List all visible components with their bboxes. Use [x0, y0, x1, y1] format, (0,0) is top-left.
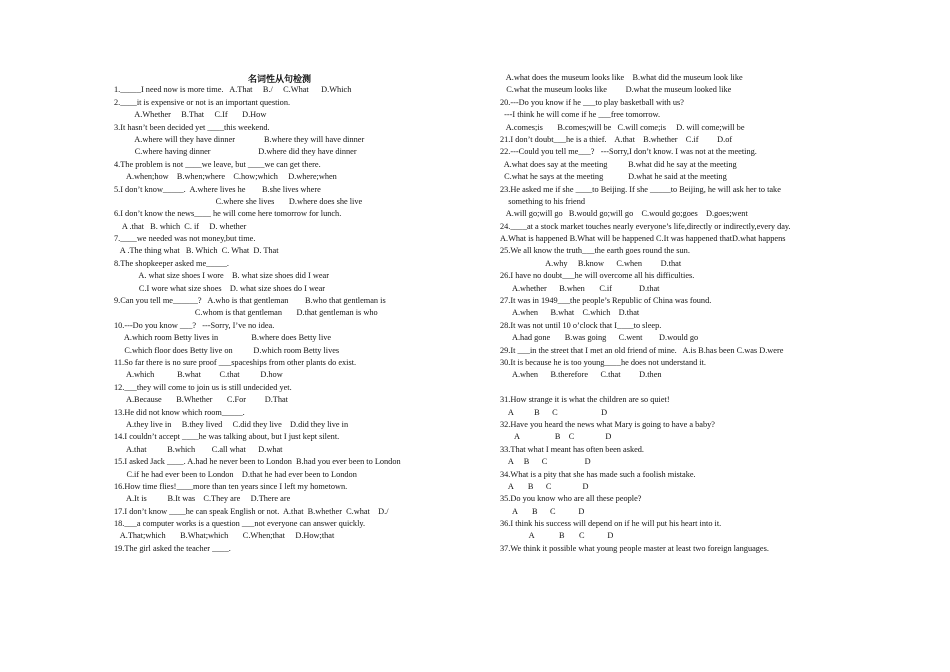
- question-line: A.which room Betty lives in B.where does Betty live: [114, 333, 332, 343]
- question-line: C.where she lives D.where does she live: [114, 196, 363, 206]
- question-line: 28.It was not until 10 o’clock that I____to sleep.: [500, 320, 662, 330]
- question-line: A.they live in B.they lived C.did they live D.did they live in: [114, 419, 349, 429]
- question-line: A.where will they have dinner B.where they will have dinner: [114, 134, 365, 144]
- question-line: 2.____it is expensive or not is an important question.: [114, 97, 291, 107]
- question-line: [500, 382, 850, 394]
- question-line: A B C D: [500, 531, 614, 541]
- question-line: A.comes;is B.comes;will be C.will come;is D. will come;will be: [500, 122, 745, 132]
- question-line: A.why B.know C.when D.that: [500, 258, 682, 268]
- question-line: A B C D: [500, 506, 585, 516]
- question-line: C.what the museum looks like D.what the museum looked like: [500, 85, 732, 95]
- question-line: C.I wore what size shoes D. what size shoes do I wear: [114, 283, 326, 293]
- question-line: 36.I think his success will depend on if he will put his heart into it.: [500, 519, 722, 529]
- question-line: 29.It ___in the street that I met an old friend of mine. A.is B.has been C.was D.were: [500, 345, 784, 355]
- question-line: 14.I couldn’t accept ____he was talking about, but I just kept silent.: [114, 432, 340, 442]
- question-line: 8.The shopkeeper asked me_____.: [114, 258, 229, 268]
- question-line: 25.We all know the truth___the earth goes round the sun.: [500, 246, 690, 256]
- question-line: ---I think he will come if he ___free tomorrow.: [500, 110, 661, 120]
- question-line: 32.Have you heard the news what Mary is going to have a baby?: [500, 419, 715, 429]
- question-line: 6.I don’t know the news____ he will come here tomorrow for lunch.: [114, 209, 342, 219]
- question-line: C.which floor does Betty live on D.which room Betty lives: [114, 345, 340, 355]
- question-line: 11.So far there is no sure proof ___spaceships from other plants do exist.: [114, 357, 357, 367]
- left-column: [114, 72, 494, 555]
- question-line: 22.---Could you tell me___? ---Sorry,I don’t know. I was not at the meeting.: [500, 147, 757, 157]
- question-line: A .that B. which C. if D. whether: [114, 221, 247, 231]
- question-line: 16.How time flies!____more than ten years since I left my hometown.: [114, 481, 348, 491]
- question-line: A.had gone B.was going C.went D.would go: [500, 333, 699, 343]
- right-column: [500, 72, 850, 555]
- question-line: A B C D: [500, 432, 612, 442]
- question-line: 30.It is because he is too young____he does not understand it.: [500, 357, 707, 367]
- question-line: 18.___a computer works is a question ___not everyone can answer quickly.: [114, 519, 366, 529]
- question-line: 15.I asked Jack ____. A.had he never been to London B.had you ever been to London: [114, 457, 401, 467]
- question-line: A.will go;will go B.would go;will go C.would go;goes D.goes;went: [500, 209, 748, 219]
- question-line: A B C D: [500, 457, 591, 467]
- question-line: A.What is happened B.What will be happened C.It was happened thatD.what happens: [500, 234, 786, 244]
- question-line: C.whom is that gentleman D.that gentleman is who: [114, 308, 378, 318]
- question-line: A.when B.therefore C.that D.then: [500, 370, 662, 380]
- question-line: 10.---Do you know ___? ---Sorry, I’ve no idea.: [114, 320, 275, 330]
- question-line: 31.How strange it is what the children are so quiet!: [500, 395, 670, 405]
- question-line: something to his friend: [500, 196, 586, 206]
- question-line: 20.---Do you know if he ___to play basketball with us?: [500, 97, 684, 107]
- question-line: 24.____at a stock market touches nearly everyone’s life,directly or indirectly,every day.: [500, 221, 791, 231]
- question-line: 12.___they will come to join us is still undecided yet.: [114, 382, 292, 392]
- question-line: 19.The girl asked the teacher ____.: [114, 543, 231, 553]
- question-line: 35.Do you know who are all these people?: [500, 494, 642, 504]
- question-line: 4.The problem is not ____we leave, but ____we can get there.: [114, 159, 321, 169]
- question-line: A.That;which B.What;which C.When;that D.How;that: [114, 531, 335, 541]
- question-line: A.Because B.Whether C.For D.That: [114, 395, 288, 405]
- question-line: A B C D: [500, 407, 608, 417]
- question-line: 21.I don’t doubt___he is a thief. A.that B.whether C.if D.of: [500, 134, 733, 144]
- question-line: A.It is B.It was C.They are D.There are: [114, 494, 291, 504]
- question-line: A.Whether B.That C.If D.How: [114, 110, 267, 120]
- question-line: A.whether B.when C.if D.that: [500, 283, 660, 293]
- question-line: A. what size shoes I wore B. what size shoes did I wear: [114, 271, 329, 281]
- question-line: 9.Can you tell me______? A.who is that gentleman B.who that gentleman is: [114, 296, 386, 306]
- question-line: 5.I don’t know_____. A.where lives he B.she lives where: [114, 184, 321, 194]
- question-line: 1._____I need now is more time. A.That B./ C.What D.Which: [114, 85, 352, 95]
- question-line: A.which B.what C.that D.how: [114, 370, 283, 380]
- question-line: 33.That what I meant has often been asked.: [500, 444, 644, 454]
- question-line: [114, 72, 494, 84]
- question-line: 13.He did not know which room_____.: [114, 407, 245, 417]
- question-line: A .The thing what B. Which C. What D. That: [114, 246, 279, 256]
- question-line: C.where having dinner D.where did they have dinner: [114, 147, 357, 157]
- question-line: 26.I have no doubt___he will overcome all his difficulties.: [500, 271, 695, 281]
- question-line: 34.What is a pity that she has made such a foolish mistake.: [500, 469, 696, 479]
- question-line: A.what does the museum looks like B.what did the museum look like: [500, 73, 743, 82]
- question-line: A.when B.what C.which D.that: [500, 308, 640, 318]
- question-line: 27.It was in 1949___the people’s Republic of China was found.: [500, 296, 712, 306]
- question-line: 3.It hasn’t been decided yet ____this weekend.: [114, 122, 270, 132]
- question-line: A.what does say at the meeting B.what did he say at the meeting: [500, 159, 737, 169]
- question-line: C.if he had ever been to London D.that he had ever been to London: [114, 469, 357, 479]
- question-line: A.when;how B.when;where C.how;which D.where;when: [114, 172, 337, 182]
- question-line: 37.We think it possible what young people master at least two foreign languages.: [500, 543, 769, 553]
- question-line: 17.I don’t know ____he can speak English or not. A.that B.whether C.what D./: [114, 506, 389, 516]
- question-line: A.that B.which C.all what D.what: [114, 444, 283, 454]
- page-title: 名词性从句检测: [248, 74, 312, 84]
- question-line: 23.He asked me if she ____to Beijing. If she _____to Beijing, he will ask her to take: [500, 184, 781, 194]
- question-line: 7.____we needed was not money,but time.: [114, 234, 256, 244]
- question-line: A B C D: [500, 481, 589, 491]
- question-line: C.what he says at the meeting D.what he said at the meeting: [500, 172, 727, 182]
